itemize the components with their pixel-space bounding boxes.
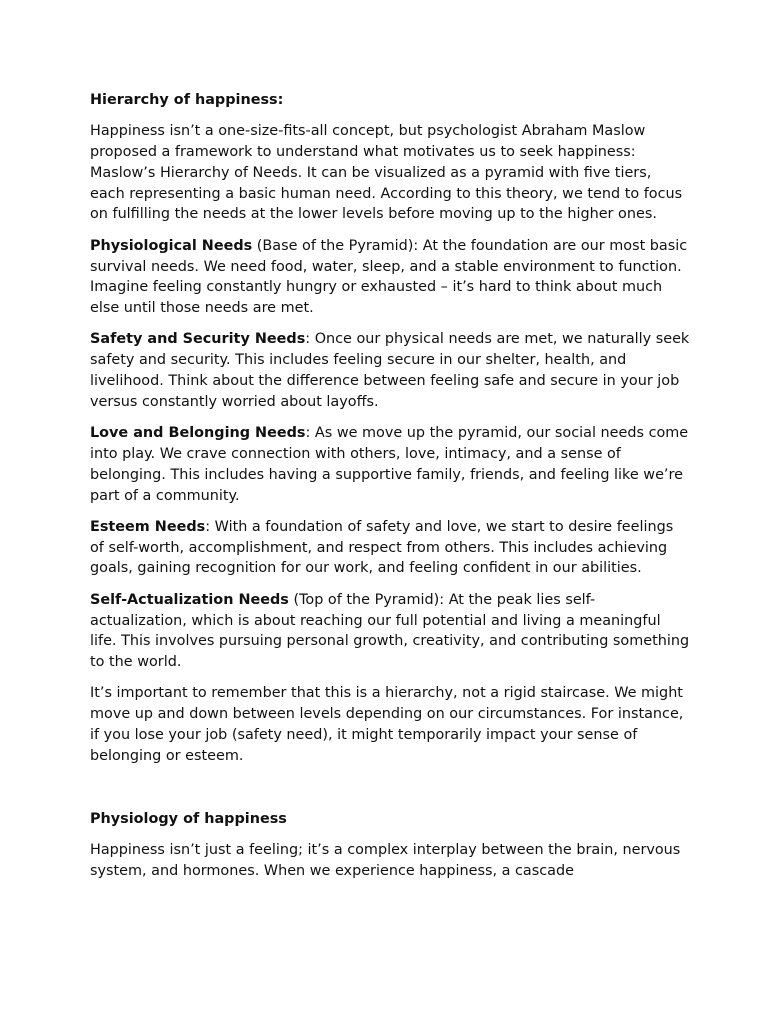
need-physiological: [90, 236, 690, 319]
need-text: : As we move up the pyramid, our social needs come into play. We crave connection with others, love, intimacy, and a sense of belonging. This includes having a supportive family, friends, and feeling like we’re part of a community.: [90, 425, 689, 504]
physiology-paragraph: Happiness isn’t just a feeling; it’s a complex interplay between the brain, nervous system, and hormones. When we experience happiness, a cascade: [90, 841, 681, 879]
need-self-actualization: [90, 590, 690, 673]
need-term: Love and Belonging Needs: [90, 425, 306, 442]
document-page: [90, 90, 690, 882]
need-text: (Top of the Pyramid): At the peak lies self-actualization, which is about reaching our full potential and living a meaningful life. This involves pursuing personal growth, creativity, and contributing something to the world.: [90, 591, 690, 671]
need-text: : With a foundation of safety and love, we start to desire feelings of self-worth, accomplishment, and respect from others. This includes achieving goals, gaining recognition for our work, and feeling confident in our abilities.: [90, 518, 674, 577]
need-safety: [90, 329, 690, 412]
need-text: (Base of the Pyramid): At the foundation are our most basic survival needs. We need food, water, sleep, and a stable environment to function. Imagine feeling constantly hungry or exhausted – it’s hard to think about much else until those needs are met.: [90, 237, 688, 317]
need-esteem: [90, 517, 690, 579]
section-heading-physiology: Physiology of happiness: [90, 810, 287, 827]
need-term: Self-Actualization Needs: [90, 591, 289, 608]
need-love-belonging: [90, 423, 690, 506]
need-term: Safety and Security Needs: [90, 331, 306, 348]
need-term: Esteem Needs: [90, 518, 206, 535]
closing-paragraph: It’s important to remember that this is a hierarchy, not a rigid staircase. We might move up and down between levels depending on our circumstances. For instance, if you lose your job (safety need), it might temporarily impact your sense of belonging or esteem.: [90, 685, 684, 764]
need-term: Physiological Needs: [90, 237, 253, 254]
intro-paragraph: Happiness isn’t a one-size-fits-all concept, but psychologist Abraham Maslow proposed a framework to understand what motivates us to seek happiness: Maslow’s Hierarchy of Needs. It can be visualized as a pyramid with five tiers, each representing a basic human need. According to this theory, we tend to focus on fulfilling the needs at the lower levels before moving up to the higher ones.: [90, 123, 683, 223]
section-heading-hierarchy: Hierarchy of happiness:: [90, 92, 284, 108]
need-text: : Once our physical needs are met, we naturally seek safety and security. This includes feeling secure in our shelter, health, and livelihood. Think about the difference between feeling safe and secure in your job versus constantly worried about layoffs.: [90, 331, 690, 410]
